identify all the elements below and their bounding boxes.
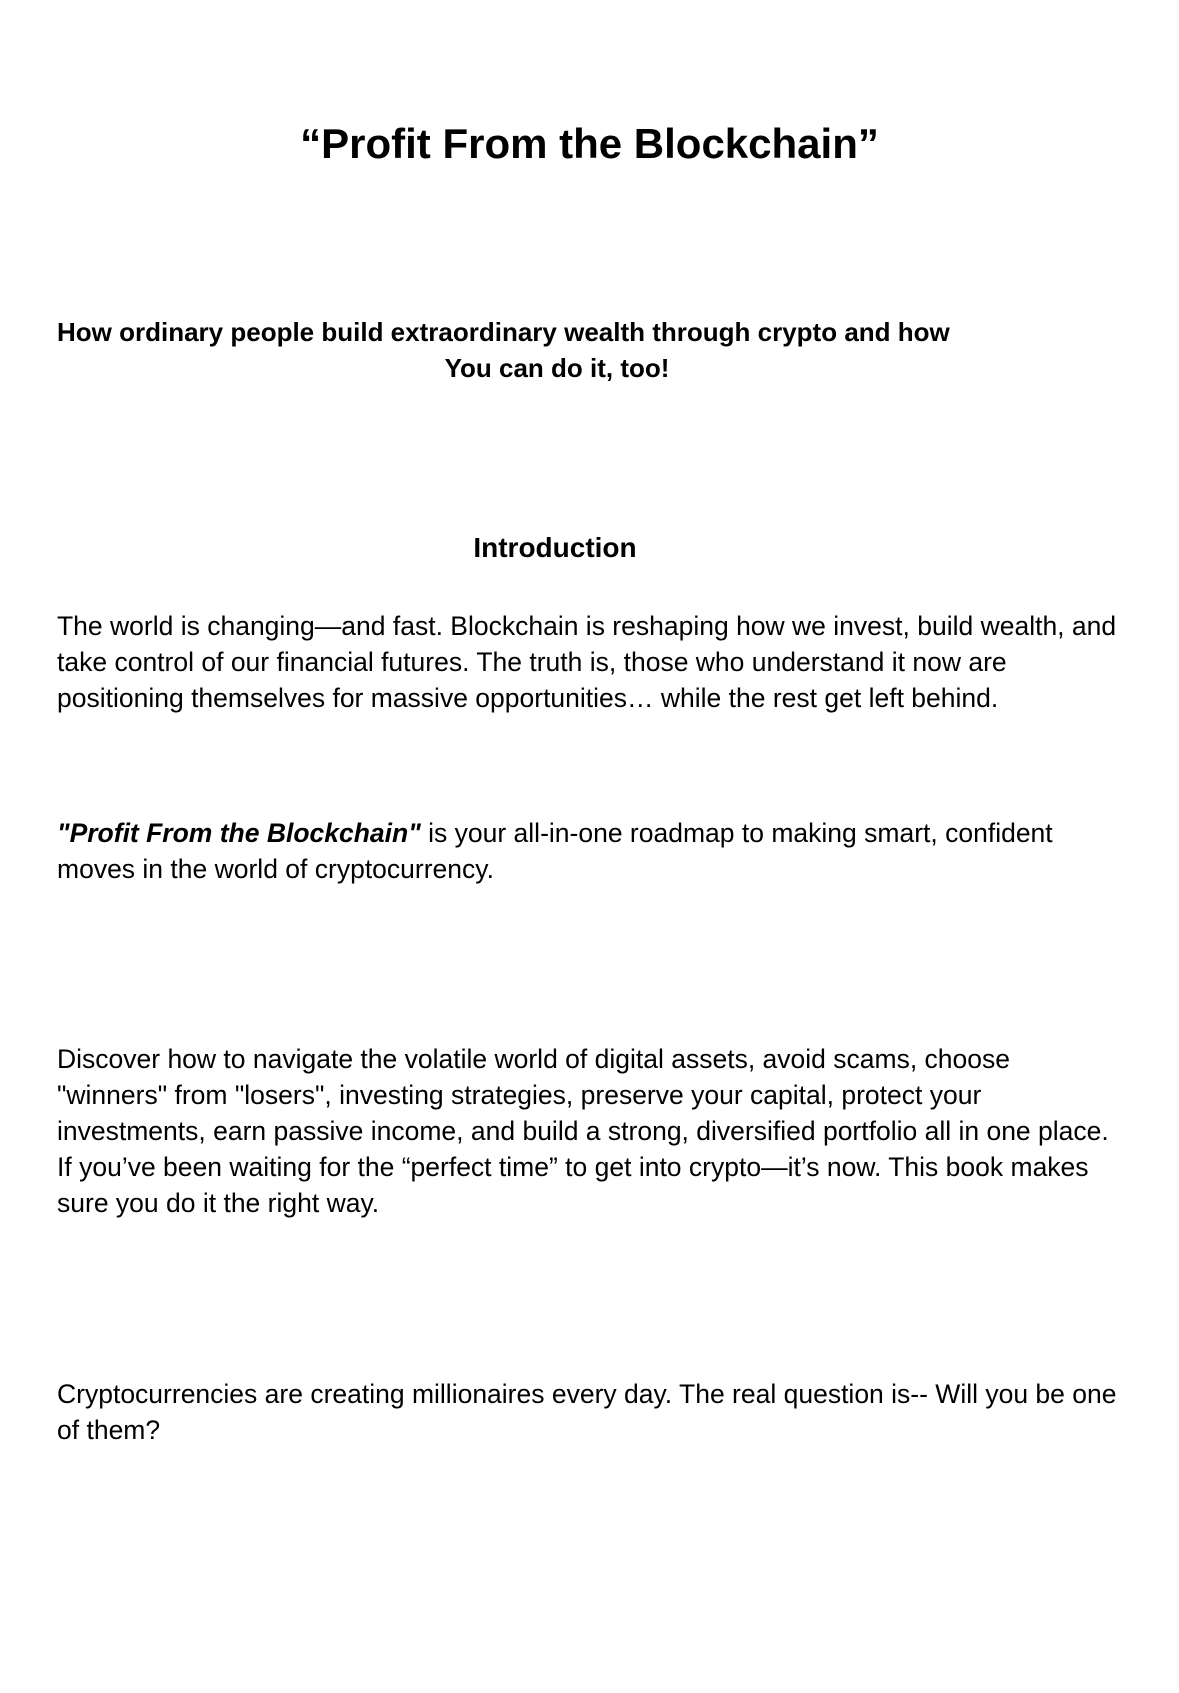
paragraph-book-summary bbox=[57, 815, 1127, 887]
book-summary-text: is your all-in-one roadmap to making smart, confident moves in the world of cryptocurrency. bbox=[57, 818, 1053, 884]
paragraph-intro: The world is changing—and fast. Blockchain is reshaping how we invest, build wealth, and take control of our financial futures. The truth is, those who understand it now are positioning themselves for massive opportunities… while the rest get left behind. bbox=[57, 611, 1117, 713]
paragraph-closing: Cryptocurrencies are creating millionaires every day. The real question is-- Will you be one of them? bbox=[57, 1379, 1117, 1445]
book-title-emphasis: "Profit From the Blockchain" bbox=[57, 818, 421, 848]
subtitle-line-1: How ordinary people build extraordinary wealth through crypto and how bbox=[57, 317, 950, 347]
subtitle-line-2: You can do it, too! bbox=[444, 353, 670, 383]
paragraph-discover: Discover how to navigate the volatile world of digital assets, avoid scams, choose "winners" from "losers", investing strategies, preserve your capital, protect your investments, earn passive income, and build a strong, diversified portfolio all in one place. If you’ve been waiting for the “perfect time” to get into crypto—it’s now. This book makes sure you do it the right way. bbox=[57, 1044, 1109, 1218]
document-subtitle bbox=[57, 314, 1057, 386]
section-heading: Introduction bbox=[473, 532, 637, 563]
document-title: “Profit From the Blockchain” bbox=[300, 120, 879, 167]
